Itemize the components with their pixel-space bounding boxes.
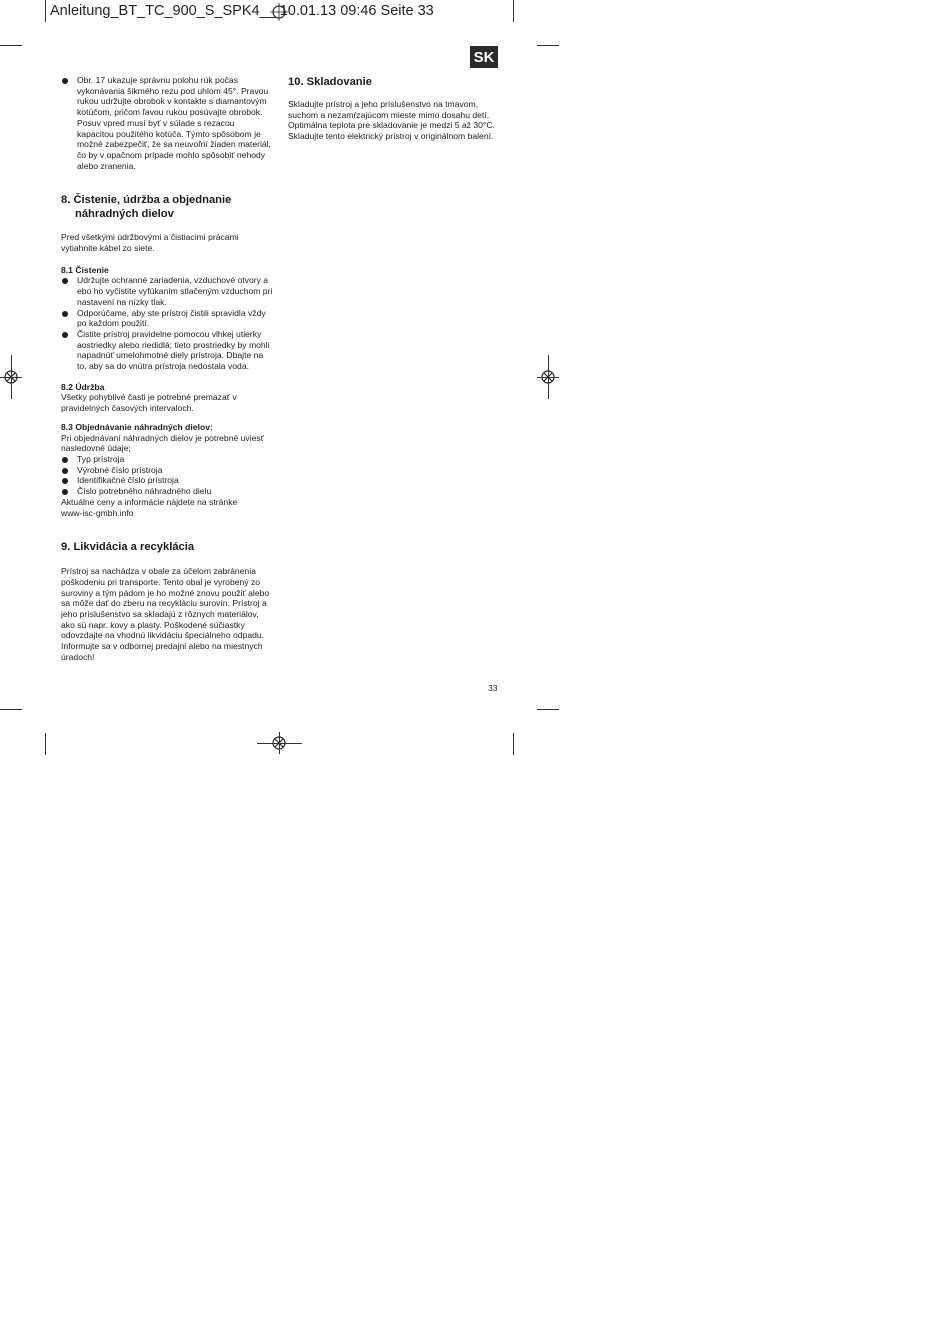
section-8-2-title: 8.2 Údržba (61, 381, 105, 392)
crop-mark-bottom-right (513, 733, 514, 755)
crop-mark-top-left (45, 0, 46, 22)
s81-bullet-2: Odporúčame, aby ste prístroj čistili spravidla vždy po každom použití. (61, 308, 273, 329)
section-8-title (61, 193, 273, 221)
section-9-title: 9. Likvidácia a recyklácia (61, 541, 195, 554)
section-8-intro: Pred všetkými údržbovými a čistiacimi prácami vytiahnite kábel zo siete. (61, 232, 239, 254)
s83-bullet-3: Identifikačné číslo prístroja (61, 475, 273, 486)
crop-mark-right-upper (537, 45, 559, 46)
section-8-3-title: 8.3 Objednávanie náhradných dielov: (61, 421, 213, 432)
s83-bullet-4: Číslo potrebného náhradného dielu (61, 486, 273, 497)
section-8-title-line2: náhradných dielov (75, 208, 174, 221)
section-10-title: 10. Skladovanie (288, 76, 372, 88)
left-column (61, 75, 273, 663)
registration-line-left-v (11, 355, 12, 399)
intro-bullet: Obr. 17 ukazuje správnu polohu rúk počas vykonávania šikmého rezu pod uhlom 45°. Pravou rukou udržujte obrobok v kontakte s diamantovým kotúčom, pričom ľavou rukou posúvajte obrobok. Posuv vpred musí byť v súlade s rezacou kapacitou použitého kotúča. Týmto spôsobom je možné zabezpečiť, že sa neuvoľní žiaden materiál, čo by v opačnom prípade mohlo spôsobiť nehody alebo zranenia. (61, 75, 273, 171)
section-8-2-text: Všetky pohyblivé časti je potrebné premazať v pravidelných časových intervaloch. (61, 392, 237, 414)
s83-bullet-2: Výrobné číslo prístroja (61, 465, 273, 476)
section-8-1-title: 8.1 Čistenie (61, 264, 109, 275)
registration-line-right-v (548, 355, 549, 399)
crop-mark-bottom-left (45, 733, 46, 755)
crop-mark-left-lower (0, 709, 22, 710)
crop-mark-right-lower (537, 709, 559, 710)
section-10-text: Skladujte prístroj a jeho príslušenstvo na tmavom, suchom a nezamŕzajúcom mieste mimo dosahu detí. Optimálna teplota pre skladovanie je medzi 5 až 30°C. Skladujte tento elektrický prístroj v originálnom balení. (288, 99, 495, 142)
s83-bullet-1: Typ prístroja (61, 454, 273, 465)
section-9-text: Prístroj sa nachádza v obale za účelom zabránenia poškodeniu pri transporte. Tento obal je vyrobený zo suroviny a tým pádom je ho možné znovu použiť alebo sa môže dať do zberu na recykláciu surovín. Prístroj a jeho príslušenstvo sa skladajú z rôznych materiálov, ako sú napr. kovy a plasty. Poškodené súčiastky odovzdajte na vhodnú likvidáciu špeciálneho odpadu. Informujte sa v odbornej predajni alebo na miestnych úradoch! (61, 566, 270, 662)
s81-bullet-1: Udržujte ochranné zariadenia, vzduchové otvory a ebo ho vyčistite vyfúkaním stlačeným vzduchom pri nastavení na nízky tlak. (61, 275, 273, 307)
registration-line-bottom-v (279, 732, 280, 754)
print-header: Anleitung_BT_TC_900_S_SPK4__ 10.01.13 09:46 Seite 33 (50, 3, 434, 19)
crop-mark-left-upper (0, 45, 22, 46)
section-8-3-outro: Aktuálne ceny a informácie nájdete na stránke www-isc-gmbh.info (61, 496, 238, 518)
page-number: 33 (488, 683, 498, 693)
section-8-title-line1: 8. Čistenie, údržba a objednanie (61, 194, 232, 207)
section-8-3-intro: Pri objednávaní náhradných dielov je potrebné uviesť nasledovné údaje; (61, 432, 264, 454)
s81-bullet-3: Čistite prístroj pravidelne pomocou vlhkej utierky aostriedky alebo riedidlá; tieto prostriedky by mohli napadnúť umelohmotné diely prístroja. Dbajte na to, aby sa do vnútra prístroja nedostala voda. (61, 329, 273, 372)
crop-mark-top-right (513, 0, 514, 22)
right-column (288, 75, 498, 142)
language-badge: SK (470, 46, 498, 68)
registration-mark-top-icon (270, 3, 288, 21)
